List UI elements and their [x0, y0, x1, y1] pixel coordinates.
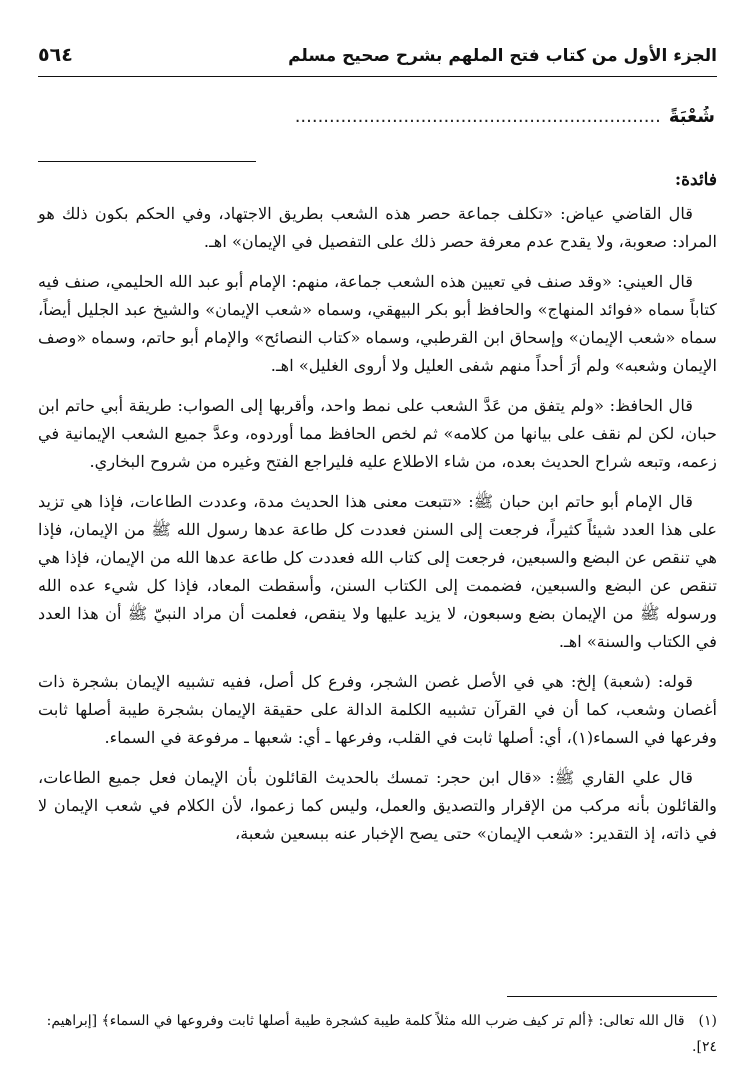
section-divider — [38, 161, 256, 162]
header-title: الجزء الأول من كتاب فتح الملهم بشرح صحيح مسلم — [288, 46, 717, 66]
paragraph: قال القاضي عياض: «تكلف جماعة حصر هذه الشعب بطريق الاجتهاد، وفي الحكم بكون ذلك هو المراد: صعوبة، ولا يقدح عدم معرفة حصر ذلك على التفصيل في الإيمان» اهـ. — [38, 204, 717, 251]
paragraph: قال الإمام أبو حاتم ابن حبان ﷺ: «تتبعت معنى هذا الحديث مدة، وعددت الطاعات، فإذا هي تزيد على هذا العدد شيئاً كثيراً، فرجعت إلى السنن فعددت كل طاعة عدها رسول الله ﷺ من الإيمان، فإذا هي تنقص عن البضع والسبعين، فرجعت إلى كتاب الله فعددت كل طاعة عدها الله من الإيمان، فإذا هي تنقص عن البضع والسبعين، فضممت إلى الكتاب السنن، وأسقطت المعاد، فإذا كل شيء عده الله ورسوله ﷺ من الإيمان بضع وسبعون، لا يزيد عليها ولا ينقص، فعلمت أن مراد النبيّ ﷺ أن هذا العدد في الكتاب والسنة» اهـ. — [38, 492, 717, 651]
paragraph: قوله: (شعبة) إلخ: هي في الأصل غصن الشجر، وفرع كل أصل، ففيه تشبيه الإيمان بشجرة ذات أغصان وشعب، كما أن في القرآن تشبيه الكلمة الدالة على حقيقة الإيمان بشجرة طيبة أصلها ثابت وفرعها في السماء(١)، أي: أصلها ثابت في القلب، وفرعها ـ أي: شعبها ـ مرفوعة في السماء. — [38, 672, 717, 747]
page-number: ٥٦٤ — [38, 44, 73, 66]
main-text — [38, 166, 717, 860]
leader-dots: ................................................................ — [294, 106, 661, 127]
paragraph: قال الحافظ: «ولم يتفق من عَدَّ الشعب على نمط واحد، وأقربها إلى الصواب: طريقة أبي حاتم ابن حبان، لكن لم نقف على بيانها من كلامه» ثم لخص الحافظ مما أوردوه، وعدَّ جميع الشعب الإيمانية في زعمه، وتبعه شراح الحديث بعده، من شاء الاطلاع عليه فليراجع الفتح وغيره من شروح البخاري. — [38, 396, 717, 471]
paragraph: قال علي القاري ﷺ: «قال ابن حجر: تمسك بالحديث القائلون بأن الإيمان فعل جميع الطاعات، والقائلون بأنه مركب من الإقرار والتصديق والعمل، وليس كما زعموا، لأن الكلام في شعب الإيمان لا في ذاته، إذ التقدير: «شعب الإيمان» حتى يصح الإخبار عنه ببسعين شعبة، — [38, 768, 717, 843]
footnote-divider — [507, 996, 717, 997]
continued-line — [40, 106, 715, 136]
paragraph: قال العيني: «وقد صنف في تعيين هذه الشعب جماعة، منهم: الإمام أبو عبد الله الحليمي، صنف فيه كتاباً سماه «فوائد المنهاج» والحافظ أبو بكر البيهقي، وسماه «شعب الإيمان» والشيخ عبد الجليل أيضاً، سماه «شعب الإيمان» وإسحاق ابن القرطبي، وسماه «كتاب النصائح» والإمام أبو حاتم، وسماه «وصف الإيمان وشعبه» ولم أرَ أحداً منهم شفى العليل ولا أروى الغليل» اهـ. — [38, 272, 717, 375]
continued-word: شُعْبَةً — [668, 106, 715, 127]
footnote — [38, 1008, 717, 1060]
section-heading: فائدة: — [674, 170, 717, 190]
running-header — [38, 40, 717, 77]
footnote-text: قال الله تعالى: ﴿ألم تر كيف ضرب الله مثلاً كلمة طيبة كشجرة طيبة أصلها ثابت وفروعها في السماء﴾ [إبراهيم: ٢٤]. — [46, 1013, 717, 1055]
footnote-number: (١) — [698, 1013, 717, 1029]
